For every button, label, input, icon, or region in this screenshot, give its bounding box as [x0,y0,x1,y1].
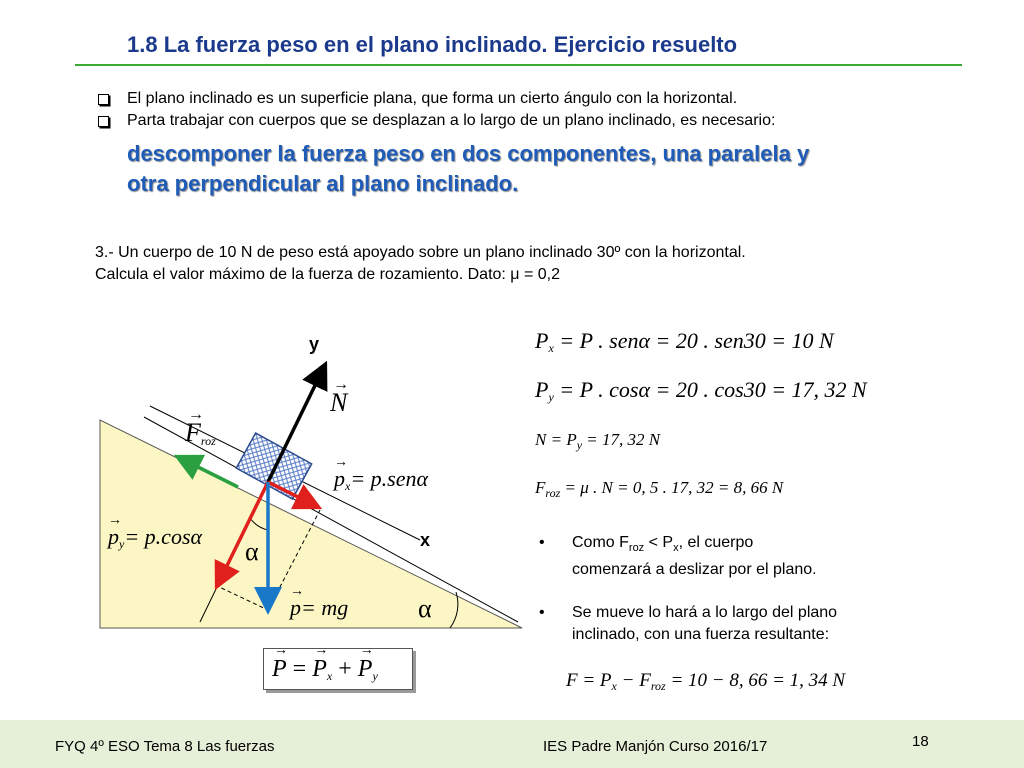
footer-school: IES Padre Manjón Curso 2016/17 [543,738,768,755]
problem-statement: 3.- Un cuerpo de 10 N de peso está apoyado sobre un plano inclinado 30º con la horizontal. Calcula el valor máximo de la fuerza de rozamiento. Dato: μ = 0,2 [95,244,746,283]
weight-label: → p= mg [290,584,349,620]
equation-friction: $F_{roz} = \mu$ . N = 0, 5 . 17, 32 = 8, 66 N [535,478,784,500]
normal-force-label: → N [330,376,349,417]
px-label: → $p_x= p.sen\alpha$ [334,455,429,493]
vector-sum-formula: → P = → $P_x$ + → $P_y$ [272,643,378,683]
py-label: → $p_y= p.\cos\alpha$ [108,513,203,551]
slide-footer [0,720,1024,768]
equation-px: $P_x = P$ . senα = 20 . sen30 = 10 N [535,328,834,355]
slide-title: 1.8 La fuerza peso en el plano inclinado. Ejercicio resuelto [127,32,738,57]
equation-py: $P_y = P$ . cosα = 20 . cos30 = 17, 32 N [535,377,867,404]
bullet-item: Parta trabajar con cuerpos que se desplazan a lo largo de un plano inclinado, es necesario: [96,110,956,132]
equation-normal: $N = P_y = 17$, 32 N [535,430,661,452]
y-axis-label: y [309,334,320,354]
friction-force-label: → $F_{roz}$ [185,406,216,448]
vector-sum-formula-box [263,643,413,690]
base-angle-label: α [418,594,432,623]
bullet-item: El plano inclinado es un superficie plana, que forma un cierto ángulo con la horizontal. [96,88,956,110]
highlighted-conclusion: descomponer la fuerza peso en dos componentes, una paralela y otra perpendicular al plano inclinado. [127,141,810,196]
page-number: 18 [912,733,929,750]
final-equation: $F = P_x - F_{roz} = 10 - 8$, 66 = 1, 34 N [566,670,846,693]
footer-course: FYQ 4º ESO Tema 8 Las fuerzas [55,738,275,755]
x-axis-label: x [420,530,431,550]
inner-angle-label: α [245,537,259,566]
